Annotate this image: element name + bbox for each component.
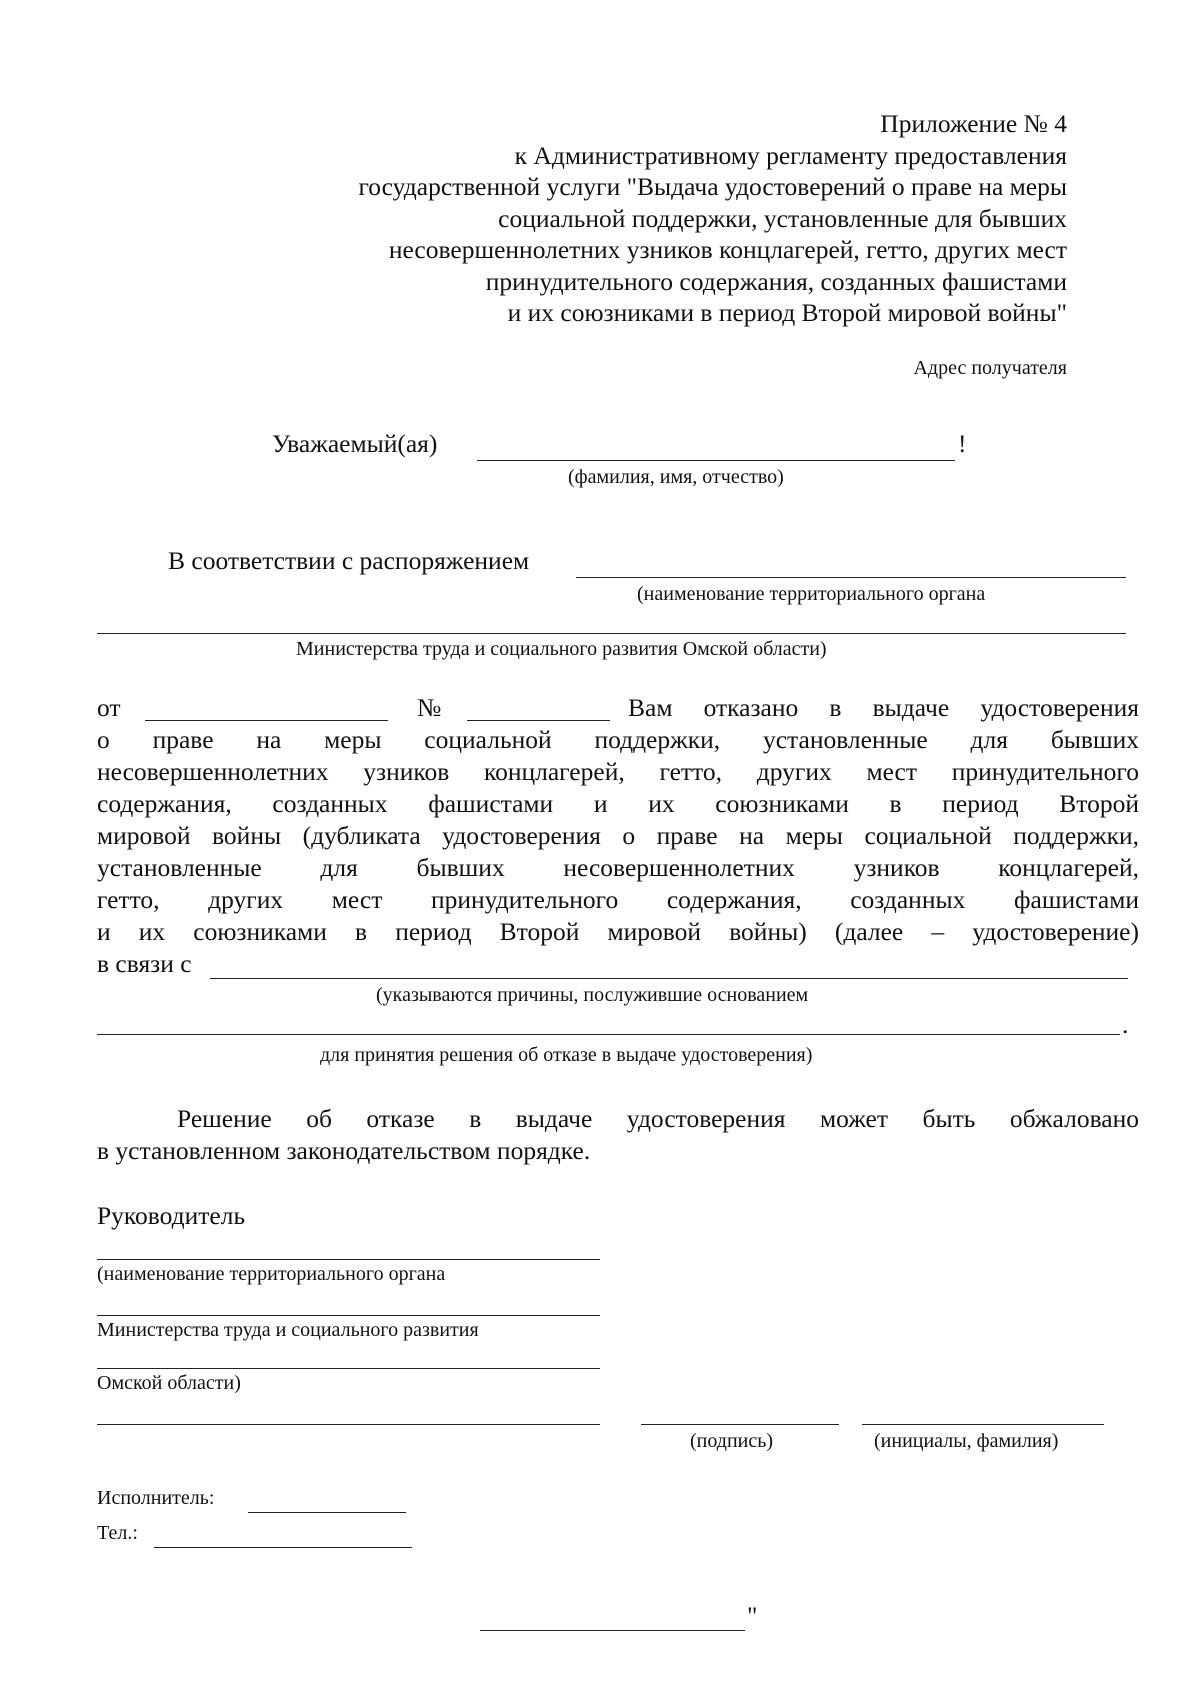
- main-line: несовершеннолетних узников концлагерей, гетто, других мест принудительного: [97, 757, 1139, 786]
- greeting-exclamation: !: [958, 429, 967, 458]
- executor-label: Исполнитель:: [97, 1487, 215, 1509]
- main-paragraph: [97, 724, 1139, 948]
- header-line: и их союзниками в период Второй мировой войны": [507, 298, 1067, 327]
- signature-org-line-2: [97, 1315, 600, 1316]
- header-line: к Административному регламенту предоставления: [514, 140, 1067, 170]
- footer-line: [480, 1630, 745, 1631]
- initials-caption: (инициалы, фамилия): [874, 1430, 1059, 1452]
- recipient-address: Адрес получателя: [913, 357, 1067, 379]
- header-line: несовершеннолетних узников концлагерей, гетто, других мест: [388, 235, 1067, 264]
- org-caption-3: Омской области): [97, 1372, 241, 1394]
- signature-caption: (подпись): [690, 1430, 774, 1452]
- reason-period: .: [1122, 1010, 1129, 1039]
- main-line-1-rest: Вам отказано в выдаче удостоверения: [628, 693, 1139, 722]
- org-caption-1: (наименование территориального органа: [97, 1263, 446, 1285]
- order-label: В соответствии с распоряжением: [168, 546, 530, 575]
- recipient-name-line: [477, 460, 955, 461]
- reason-line: [210, 978, 1128, 979]
- main-line: мировой войны (дубликата удостоверения о праве на меры социальной поддержки,: [97, 821, 1139, 850]
- reason-caption-2: для принятия решения об отказе в выдаче удостоверения): [320, 1044, 813, 1066]
- from-label: от: [97, 693, 121, 722]
- main-line: установленные для бывших несовершеннолетних узников концлагерей,: [97, 853, 1139, 882]
- header-line: принудительного содержания, созданных фашистами: [485, 266, 1067, 296]
- org-caption-2: Министерства труда и социального развития: [97, 1319, 479, 1341]
- signature-org-line-3: [97, 1368, 600, 1369]
- head-label: Руководитель: [97, 1201, 246, 1230]
- order-line-2: [97, 633, 1126, 634]
- signature-org-line-4: [97, 1424, 600, 1425]
- signature-line: [641, 1424, 839, 1425]
- executor-line: [248, 1512, 406, 1513]
- appendix-header: [247, 108, 1067, 329]
- number-label: №: [417, 693, 442, 722]
- reason-caption-1: (указываются причины, послужившие основанием: [376, 984, 809, 1006]
- main-line: гетто, других мест принудительного содержания, созданных фашистами: [97, 885, 1139, 914]
- order-caption-1: (наименование территориального органа: [637, 583, 986, 605]
- main-line: о праве на меры социальной поддержки, установленные для бывших: [97, 725, 1139, 754]
- main-line: и их союзниками в период Второй мировой войны) (далее – удостоверение): [97, 917, 1139, 946]
- appeal-line-2: в установленном законодательством порядке.: [97, 1136, 591, 1165]
- appeal-line-1: Решение об отказе в выдаче удостоверения может быть обжаловано: [177, 1104, 1139, 1133]
- recipient-name-caption: (фамилия, имя, отчество): [568, 466, 784, 488]
- phone-label: Тел.:: [97, 1522, 138, 1544]
- order-line: [576, 577, 1126, 578]
- header-line: Приложение № 4: [880, 109, 1067, 138]
- signature-org-line-1: [97, 1259, 600, 1260]
- header-line: государственной услуги "Выдача удостоверений о праве на меры: [358, 172, 1067, 201]
- reason-label: в связи с: [97, 949, 192, 978]
- greeting-label: Уважаемый(ая): [272, 429, 438, 458]
- order-caption-2: Министерства труда и социального развития Омской области): [296, 638, 827, 660]
- number-line: [467, 720, 610, 721]
- reason-line-2: [97, 1034, 1120, 1035]
- date-line: [145, 720, 388, 721]
- main-line: содержания, созданных фашистами и их союзниками в период Второй: [97, 789, 1139, 818]
- phone-line: [154, 1547, 412, 1548]
- initials-line: [862, 1424, 1104, 1425]
- footer-quote: ": [747, 1601, 758, 1630]
- header-line: социальной поддержки, установленные для бывших: [498, 203, 1067, 233]
